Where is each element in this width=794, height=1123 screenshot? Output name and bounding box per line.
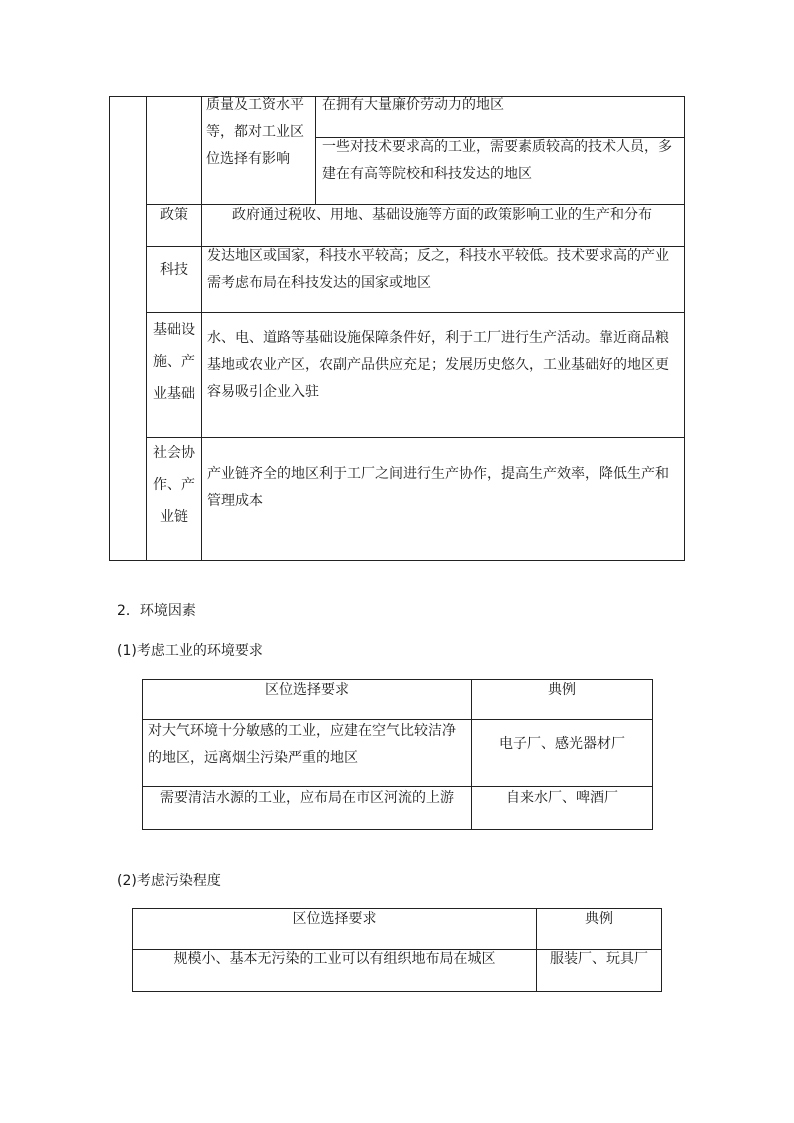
tech-label: 科技 xyxy=(160,262,188,278)
table3-header-requirement: 区位选择要求 xyxy=(292,911,377,927)
tech-text: 发达地区或国家，科技水平较高；反之，科技水平较低。技术要求高的产业需考虑布局在科技发达的国家或地区 xyxy=(207,248,669,291)
infrastructure-text: 水、电、道路等基础设施保障条件好，利于工厂进行生产活动。靠近商品粮基地或农业产区，农副产品供应充足；发展历史悠久，工业基础好的地区更容易吸引企业入驻 xyxy=(207,330,669,400)
table-row: 对大气环境十分敏感的工业，应建在空气比较洁净的地区，远离烟尘污染严重的地区 xyxy=(148,723,456,766)
subheading-pollution-level: (2)考虑污染程度 xyxy=(117,873,221,889)
table-row-example: 自来水厂、啤酒厂 xyxy=(506,790,618,806)
table-row: 需要清洁水源的工业，应布局在市区河流的上游 xyxy=(160,790,454,806)
table-row-example: 电子厂、感光器材厂 xyxy=(499,736,625,752)
labor-cheap-location: 在拥有大量廉价劳动力的地区 xyxy=(322,97,504,113)
section-heading-environment: 2．环境因素 xyxy=(117,603,196,619)
subheading-environment-requirements: (1)考虑工业的环境要求 xyxy=(117,643,263,659)
policy-text: 政府通过税收、用地、基础设施等方面的政策影响工业的生产和分布 xyxy=(232,207,652,223)
labor-factor-description: 质量及工资水平等，都对工业区位选择有影响 xyxy=(206,97,304,167)
table2-header-example: 典例 xyxy=(548,682,576,698)
labor-skilled-location: 一些对技术要求高的工业，需要素质较高的技术人员，多建在有高等院校和科技发达的地区 xyxy=(322,139,672,182)
table-row: 规模小、基本无污染的工业可以有组织地布局在城区 xyxy=(173,951,496,967)
policy-label: 政策 xyxy=(160,207,188,223)
cooperation-text: 产业链齐全的地区利于工厂之间进行生产协作，提高生产效率，降低生产和管理成本 xyxy=(207,466,669,509)
table-row-example: 服装厂、玩具厂 xyxy=(550,951,648,967)
infrastructure-label: 基础设施、产业基础 xyxy=(153,322,195,402)
table3-header-example: 典例 xyxy=(585,911,613,927)
cooperation-label: 社会协作、产业链 xyxy=(153,445,195,525)
table2-header-requirement: 区位选择要求 xyxy=(265,682,349,698)
